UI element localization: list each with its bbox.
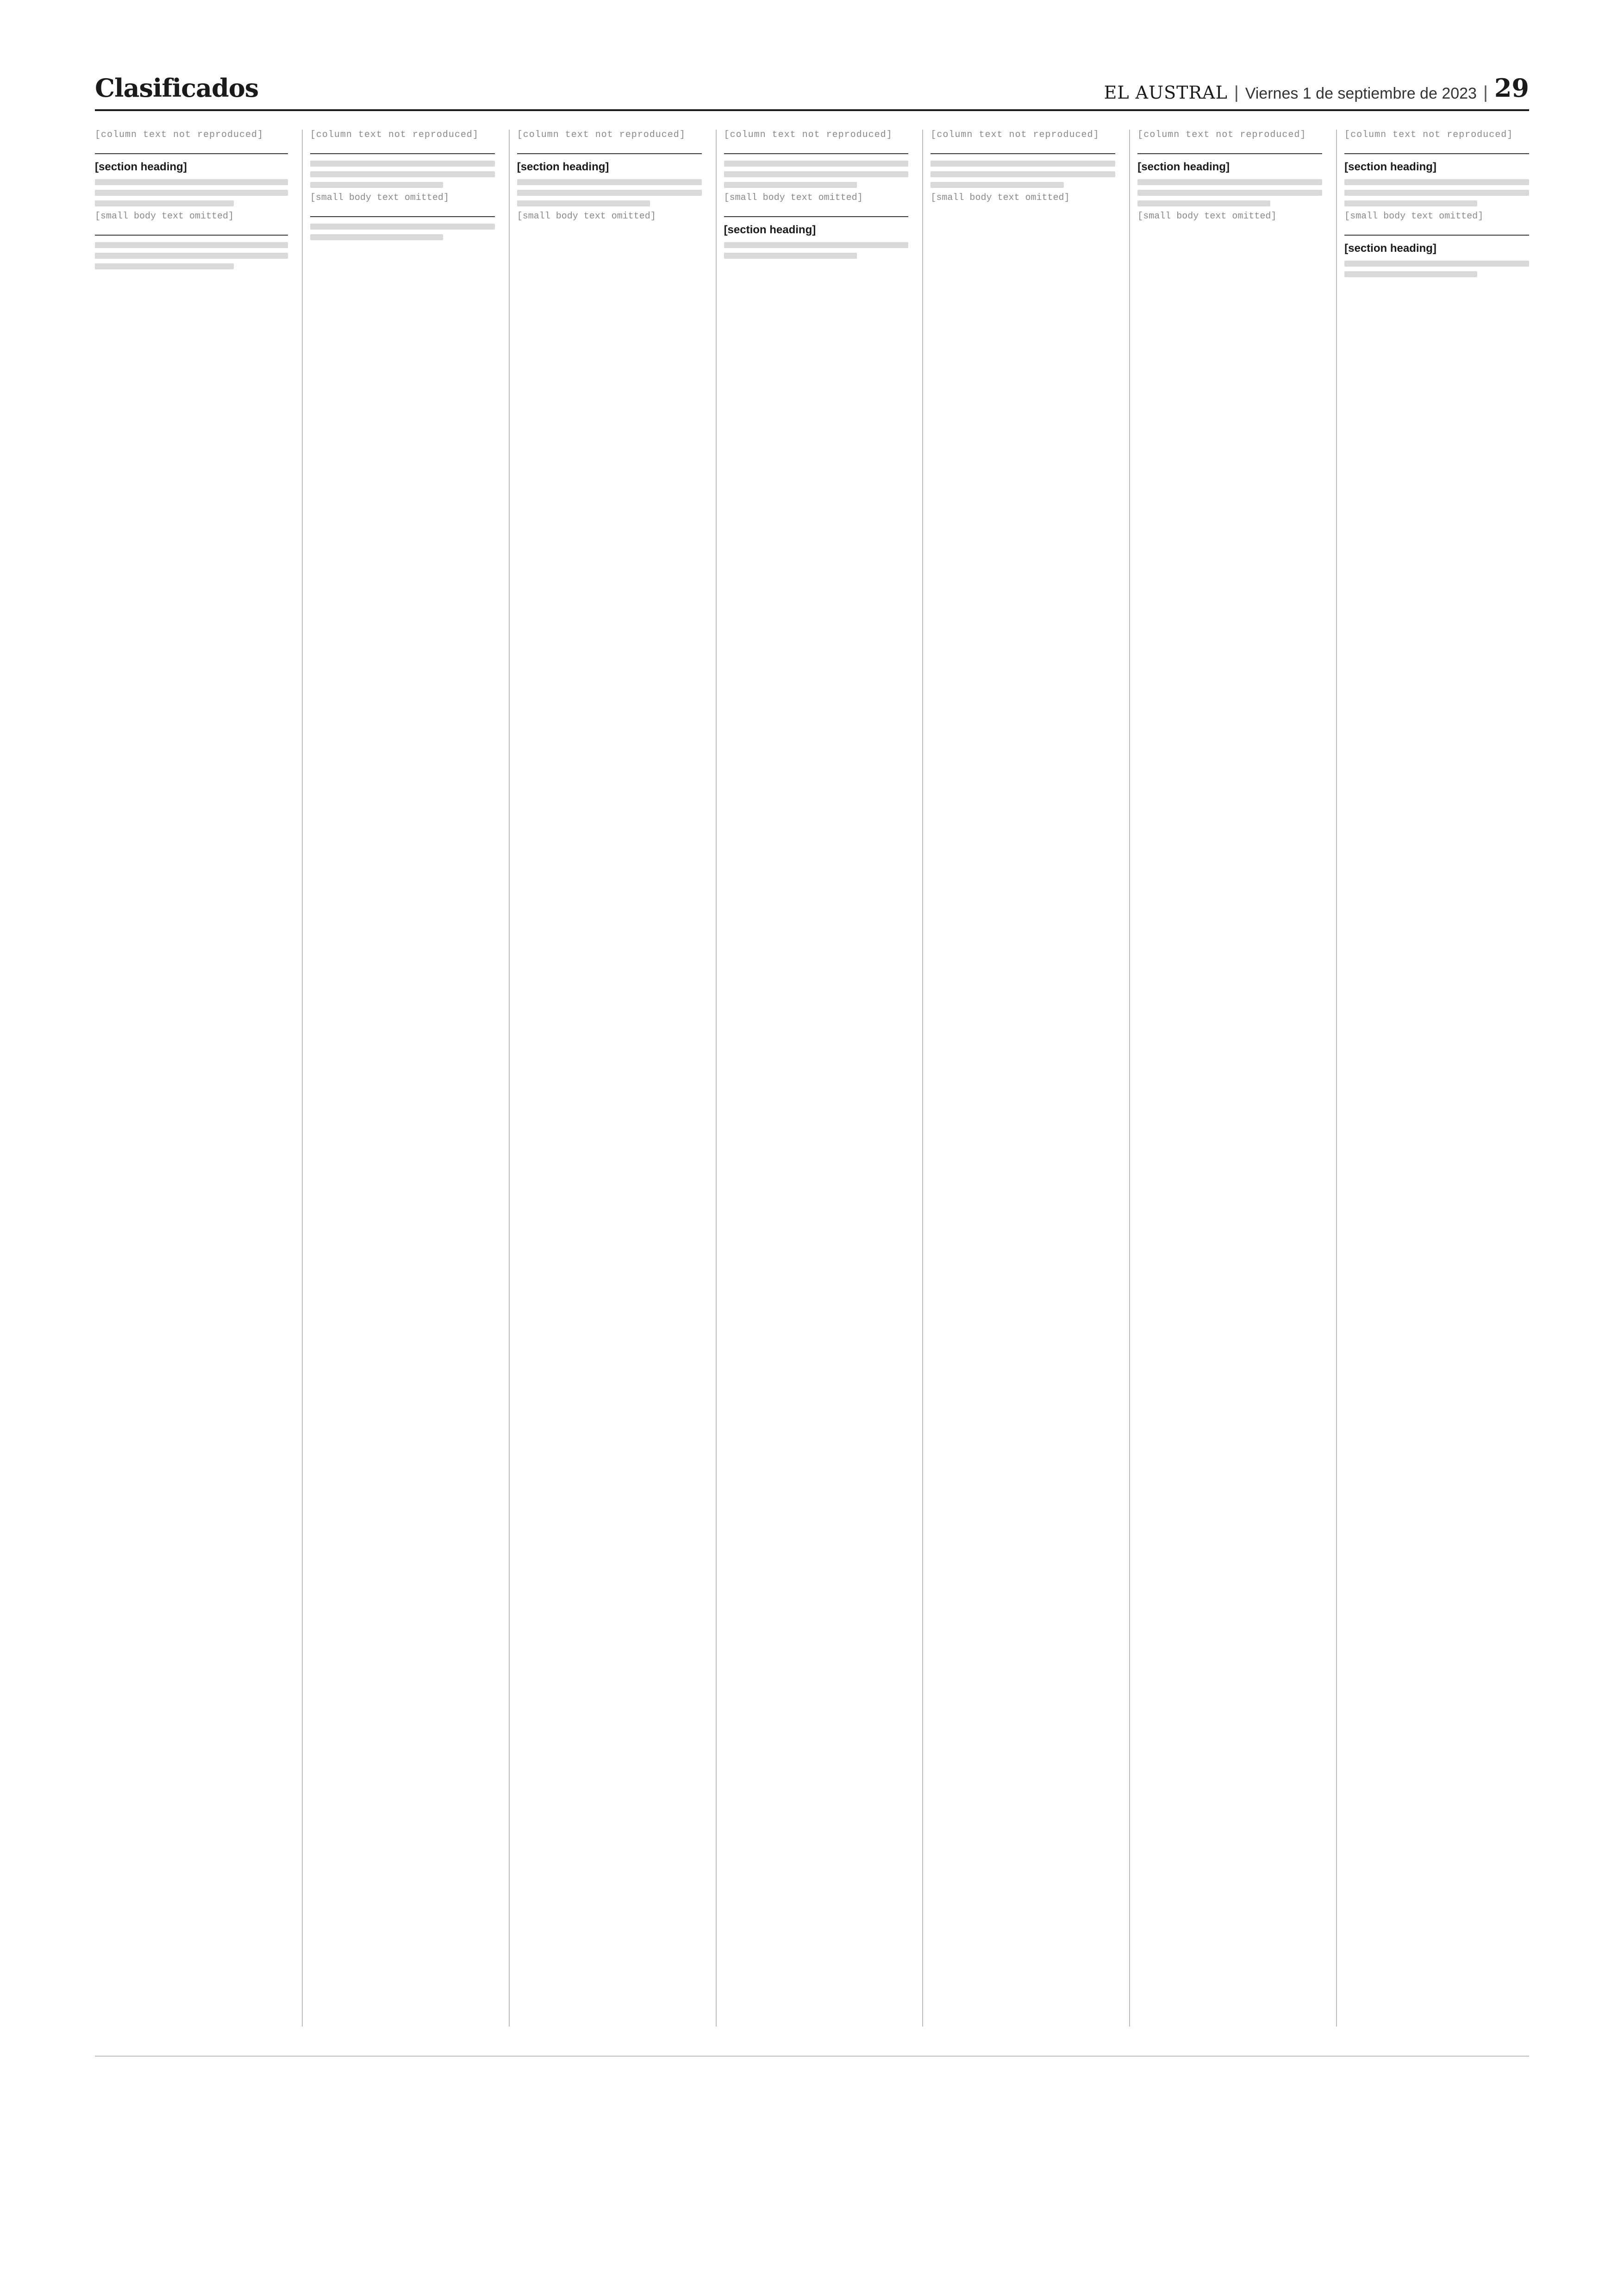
notice-placeholder bbox=[517, 153, 702, 222]
text-line-placeholder bbox=[517, 190, 702, 196]
text-column bbox=[716, 130, 909, 2027]
notice-title: [section heading] bbox=[1344, 161, 1437, 173]
text-line-placeholder bbox=[724, 253, 857, 259]
text-line-placeholder bbox=[931, 161, 1115, 167]
masthead-separator: | bbox=[1234, 83, 1239, 102]
text-line-placeholder bbox=[310, 161, 495, 167]
placeholder-label: [column text not reproduced] bbox=[724, 130, 893, 140]
masthead-separator: | bbox=[1483, 83, 1488, 102]
notice-placeholder bbox=[724, 153, 909, 203]
placeholder-note: [small body text omitted] bbox=[1137, 211, 1277, 222]
text-line-placeholder bbox=[1344, 190, 1529, 196]
issue-date: Viernes 1 de septiembre de 2023 bbox=[1245, 85, 1477, 102]
text-line-placeholder bbox=[1137, 200, 1270, 206]
text-column bbox=[922, 130, 1115, 2027]
text-line-placeholder bbox=[1137, 190, 1322, 196]
text-line-placeholder bbox=[95, 200, 234, 206]
text-line-placeholder bbox=[1137, 179, 1322, 185]
page-header bbox=[95, 60, 1529, 111]
placeholder-label: [column text not reproduced] bbox=[1344, 130, 1513, 140]
text-line-placeholder bbox=[310, 182, 443, 188]
text-line-placeholder bbox=[931, 171, 1115, 177]
notice-placeholder bbox=[95, 235, 288, 274]
page-footer-rule bbox=[95, 2056, 1529, 2057]
text-line-placeholder bbox=[1344, 200, 1477, 206]
notice-placeholder bbox=[1344, 235, 1529, 282]
placeholder-note: [small body text omitted] bbox=[95, 211, 234, 222]
text-line-placeholder bbox=[95, 242, 288, 248]
placeholder-label: [column text not reproduced] bbox=[95, 130, 264, 140]
placeholder-label: [column text not reproduced] bbox=[1137, 130, 1306, 140]
placeholder-label: [column text not reproduced] bbox=[310, 130, 479, 140]
text-line-placeholder bbox=[95, 179, 288, 185]
notice-title: [section heading] bbox=[1344, 242, 1437, 255]
text-line-placeholder bbox=[724, 182, 857, 188]
notice-placeholder bbox=[95, 153, 288, 222]
placeholder-note: [small body text omitted] bbox=[931, 193, 1070, 203]
placeholder-label: [column text not reproduced] bbox=[931, 130, 1099, 140]
text-line-placeholder bbox=[1344, 261, 1529, 267]
classifieds-columns bbox=[95, 130, 1529, 2027]
text-line-placeholder bbox=[724, 161, 909, 167]
masthead bbox=[1104, 73, 1529, 103]
text-line-placeholder bbox=[1344, 271, 1477, 277]
text-line-placeholder bbox=[517, 200, 650, 206]
text-column bbox=[509, 130, 702, 2027]
text-line-placeholder bbox=[310, 234, 443, 240]
placeholder-note: [small body text omitted] bbox=[724, 193, 863, 203]
text-line-placeholder bbox=[724, 242, 909, 248]
notice-title: [section heading] bbox=[95, 161, 187, 173]
text-column bbox=[95, 130, 288, 2027]
paper-name: EL AUSTRAL bbox=[1104, 82, 1228, 103]
text-line-placeholder bbox=[1344, 179, 1529, 185]
text-line-placeholder bbox=[724, 171, 909, 177]
placeholder-note: [small body text omitted] bbox=[517, 211, 656, 222]
notice-placeholder bbox=[931, 153, 1115, 203]
placeholder-note: [small body text omitted] bbox=[310, 193, 449, 203]
notice-placeholder bbox=[1137, 153, 1322, 222]
text-column bbox=[1129, 130, 1322, 2027]
text-column bbox=[302, 130, 495, 2027]
text-line-placeholder bbox=[95, 190, 288, 196]
page-number: 29 bbox=[1494, 73, 1529, 103]
notice-title: [section heading] bbox=[517, 161, 609, 173]
notice-placeholder bbox=[310, 153, 495, 203]
text-column bbox=[1336, 130, 1529, 2027]
text-line-placeholder bbox=[310, 224, 495, 230]
text-line-placeholder bbox=[931, 182, 1063, 188]
notice-placeholder bbox=[1344, 153, 1529, 222]
notice-title: [section heading] bbox=[1137, 161, 1230, 173]
text-line-placeholder bbox=[95, 263, 234, 269]
placeholder-note: [small body text omitted] bbox=[1344, 211, 1484, 222]
notice-placeholder bbox=[310, 216, 495, 245]
text-line-placeholder bbox=[310, 171, 495, 177]
notice-placeholder bbox=[724, 216, 909, 263]
notice-title: [section heading] bbox=[724, 224, 816, 236]
section-name: Clasificados bbox=[95, 73, 259, 103]
text-line-placeholder bbox=[95, 253, 288, 259]
placeholder-label: [column text not reproduced] bbox=[517, 130, 686, 140]
text-line-placeholder bbox=[517, 179, 702, 185]
